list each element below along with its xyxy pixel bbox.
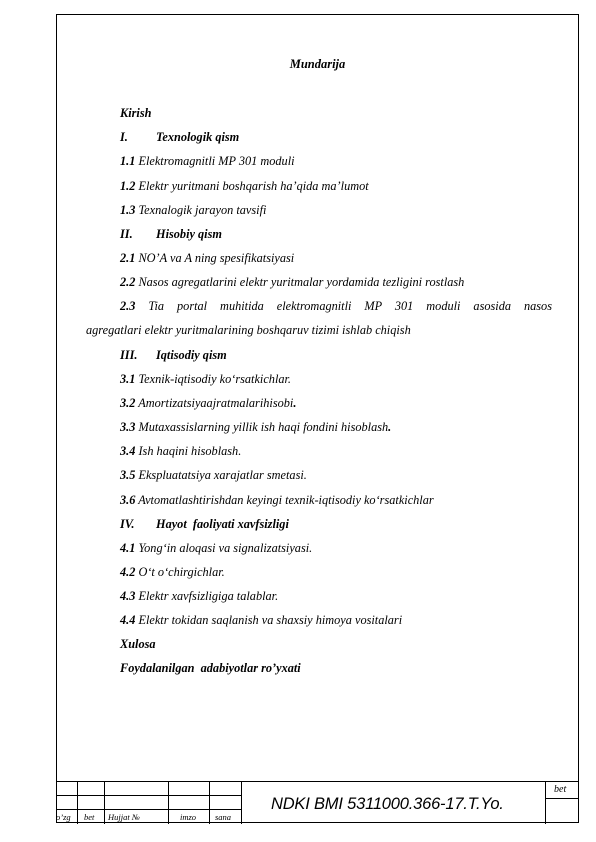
toc-section-2[interactable]: II. Hisobiy qism xyxy=(120,227,222,241)
toc-intro[interactable]: Kirish xyxy=(120,106,152,120)
stamp-col-divider xyxy=(545,782,546,824)
toc-item-1-1[interactable]: 1.1 Elektromagnitli MP 301 moduli xyxy=(120,154,295,168)
stamp-col-divider xyxy=(241,782,242,824)
toc-item-2-2[interactable]: 2.2 Nasos agregatlarini elektr yuritmalar yordamida tezligini rostlash xyxy=(120,275,465,289)
toc-item-1-3[interactable]: 1.3 Texnalogik jarayon tavsifi xyxy=(120,203,267,217)
stamp-col-divider xyxy=(168,782,169,824)
stamp-row-divider xyxy=(56,795,242,796)
toc-item-3-3[interactable]: 3.3 Mutaxassislarning yillik ish haqi fondini hisoblash. xyxy=(120,420,392,434)
toc-item-4-2[interactable]: 4.2 O‘t o‘chirgichlar. xyxy=(120,565,225,579)
stamp-col-divider xyxy=(77,782,78,824)
toc-section-3[interactable]: III. Iqtisodiy qism xyxy=(120,348,227,362)
stamp-header-bet: bet xyxy=(84,812,95,822)
toc-item-2-3-continued[interactable]: agregatlari elektr yuritmalarining boshqaruv tizimi ishlab chiqish xyxy=(86,323,411,337)
toc-item-3-4[interactable]: 3.4 Ish haqini hisoblash. xyxy=(120,444,242,458)
toc-item-3-6[interactable]: 3.6 Avtomatlashtirishdan keyingi texnik-iqtisodiy ko‘rsatkichlar xyxy=(120,493,434,507)
stamp-header-sana: sana xyxy=(215,812,232,822)
toc-item-2-3[interactable]: 2.3 Tia portal muhitida elektromagnitli MP 301 moduli asosida nasos xyxy=(120,299,552,313)
toc-section-4[interactable]: IV. Hayot faoliyati xavfsizligi xyxy=(120,517,289,531)
stamp-col-divider xyxy=(209,782,210,824)
title-block-stamp xyxy=(56,781,579,823)
page-title: Mundarija xyxy=(289,57,346,71)
stamp-header-imzo: imzo xyxy=(180,812,197,822)
stamp-row-divider xyxy=(56,809,242,810)
toc-item-3-5[interactable]: 3.5 Ekspluatatsiya xarajatlar smetasi. xyxy=(120,468,307,482)
toc-item-3-2[interactable]: 3.2 Amortizatsiyaajratmalarihisobi. xyxy=(120,396,297,410)
document-code: NDKI BMI 5311000.366-17.T.Yo. xyxy=(271,795,504,813)
toc-references[interactable]: Foydalanilgan adabiyotlar ro’yxati xyxy=(120,661,301,675)
toc-item-1-2[interactable]: 1.2 Elektr yuritmani boshqarish ha’qida ma’lumot xyxy=(120,179,369,193)
toc-section-1[interactable]: I. Texnologik qism xyxy=(120,130,240,144)
toc-item-2-1[interactable]: 2.1 NO’A va A ning spesifikatsiyasi xyxy=(120,251,295,265)
toc-conclusion[interactable]: Xulosa xyxy=(120,637,156,651)
stamp-header-hujjat: Hujjat № xyxy=(108,812,140,822)
toc-item-3-1[interactable]: 3.1 Texnik-iqtisodiy ko‘rsatkichlar. xyxy=(120,372,292,386)
toc-item-4-3[interactable]: 4.3 Elektr xavfsizligiga talablar. xyxy=(120,589,279,603)
stamp-col-divider xyxy=(104,782,105,824)
stamp-bet-divider xyxy=(545,798,579,799)
toc-item-4-4[interactable]: 4.4 Elektr tokidan saqlanish va shaxsiy himoya vositalari xyxy=(120,613,403,627)
stamp-header-ozg: o’zg xyxy=(56,812,71,822)
toc-item-4-1[interactable]: 4.1 Yong‘in aloqasi va signalizatsiyasi. xyxy=(120,541,313,555)
stamp-bet-label: bet xyxy=(554,784,567,795)
